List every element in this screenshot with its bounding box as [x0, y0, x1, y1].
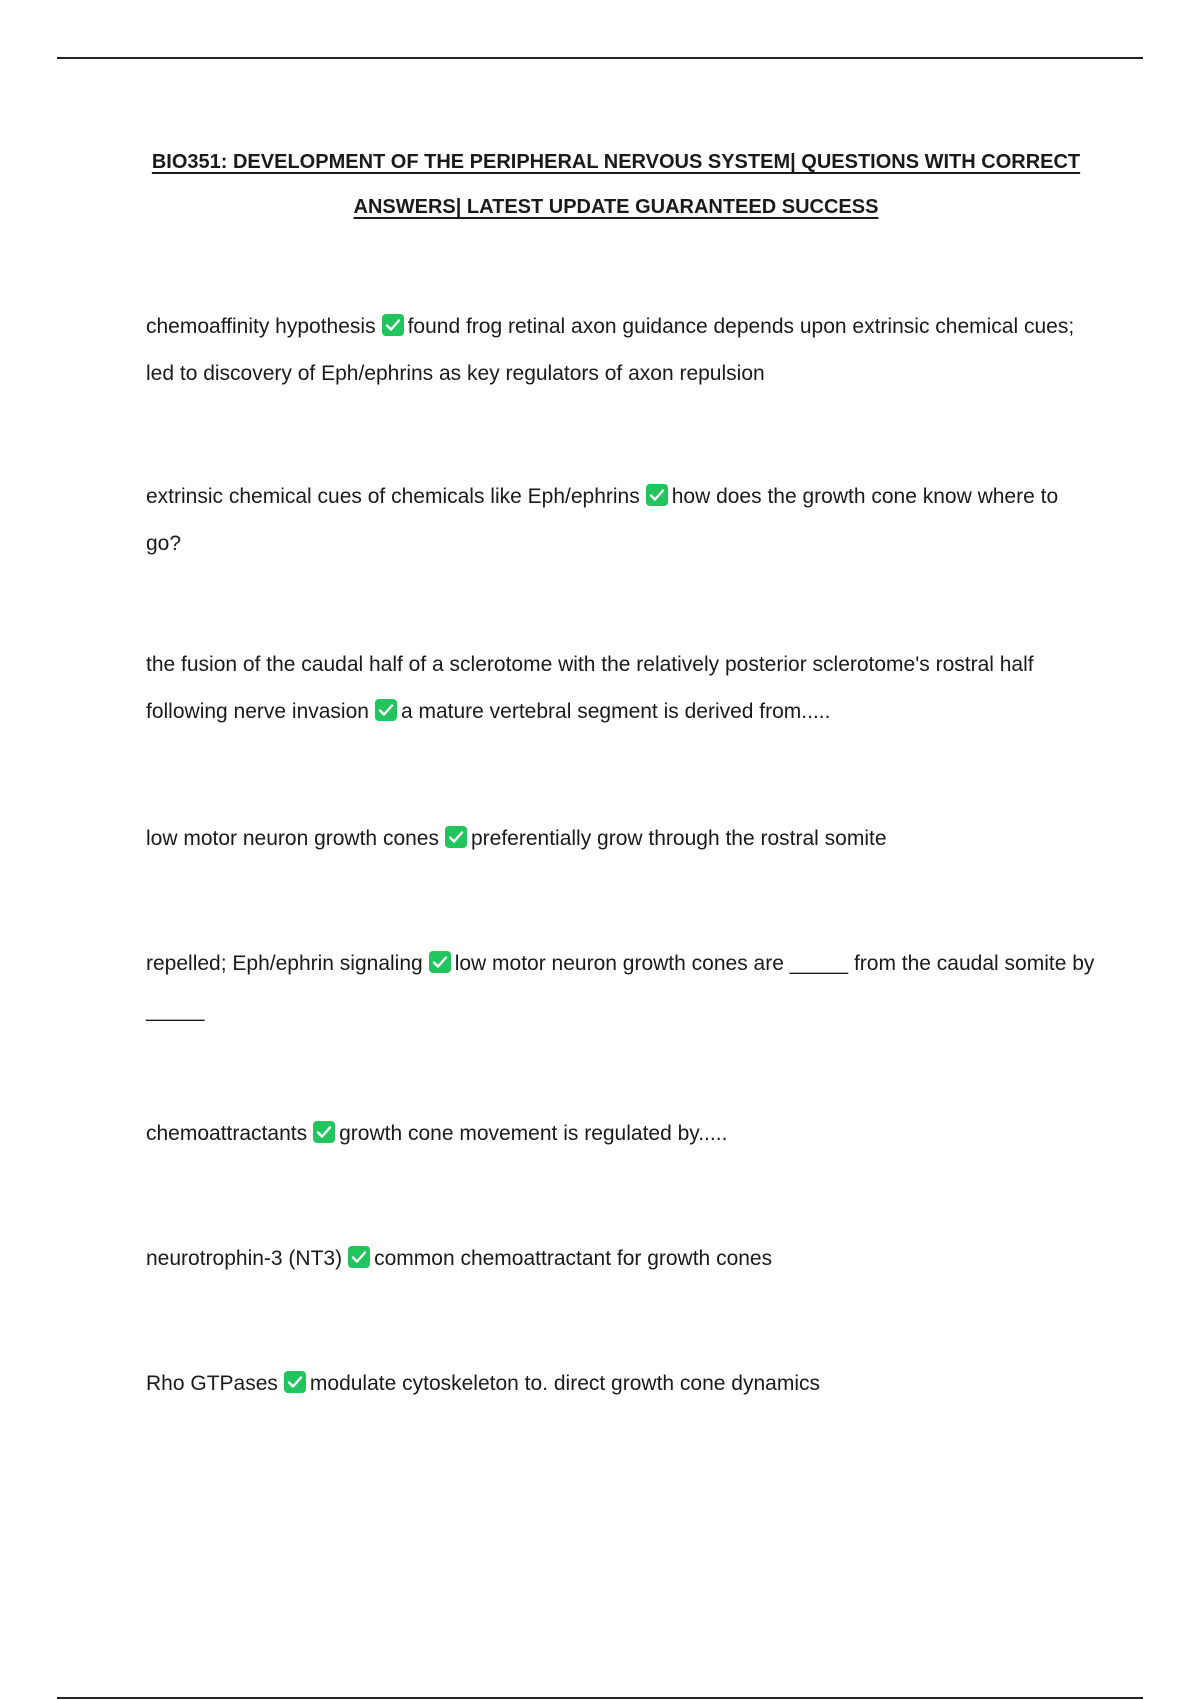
- answer-text: neurotrophin-3 (NT3): [146, 1247, 343, 1270]
- question-text: modulate cytoskeleton to. direct growth cone dynamics: [309, 1372, 820, 1395]
- answer-text: chemoattractants: [146, 1122, 308, 1145]
- answer-text: the fusion of the caudal half of a sclerotome with the relatively posterior sclerotome's rostral half following nerve invasion: [146, 653, 1034, 723]
- qa-item-1: [146, 303, 1096, 397]
- check-box-icon: [445, 826, 467, 848]
- answer-text: chemoaffinity hypothesis: [146, 315, 376, 338]
- top-divider: [57, 57, 1143, 59]
- check-box-icon: [348, 1246, 370, 1268]
- question-text: found frog retinal axon guidance depends upon extrinsic chemical cues; led to discovery of Eph/ephrins as key regulators of axon repulsion: [146, 315, 1075, 385]
- qa-item-7: [146, 1235, 1096, 1282]
- answer-text: low motor neuron growth cones: [146, 827, 439, 850]
- check-box-icon: [382, 314, 404, 336]
- check-box-icon: [313, 1121, 335, 1143]
- qa-item-3: [146, 641, 1096, 735]
- answer-text: repelled; Eph/ephrin signaling: [146, 952, 423, 975]
- qa-item-5: [146, 940, 1096, 1034]
- question-text: how does the growth cone know where to go?: [146, 485, 1059, 555]
- answer-text: Rho GTPases: [146, 1372, 278, 1395]
- question-text: growth cone movement is regulated by.....: [339, 1122, 728, 1145]
- question-text: low motor neuron growth cones are _____ from the caudal somite by _____: [146, 952, 1095, 1022]
- document-title: BIO351: DEVELOPMENT OF THE PERIPHERAL NERVOUS SYSTEM| QUESTIONS WITH CORRECT ANSWERS| LATEST UPDATE GUARANTEED SUCCESS: [151, 151, 1081, 218]
- qa-item-6: [146, 1110, 1096, 1157]
- question-text: a mature vertebral segment is derived from.....: [400, 700, 831, 723]
- answer-text: extrinsic chemical cues of chemicals like Eph/ephrins: [146, 485, 640, 508]
- check-box-icon: [375, 699, 397, 721]
- check-box-icon: [284, 1371, 306, 1393]
- question-text: common chemoattractant for growth cones: [374, 1247, 773, 1270]
- qa-item-8: [146, 1360, 1096, 1407]
- qa-item-2: [146, 473, 1096, 567]
- question-text: preferentially grow through the rostral somite: [471, 827, 887, 850]
- check-box-icon: [429, 951, 451, 973]
- bottom-divider: [57, 1697, 1143, 1699]
- qa-item-4: [146, 815, 1096, 862]
- check-box-icon: [646, 484, 668, 506]
